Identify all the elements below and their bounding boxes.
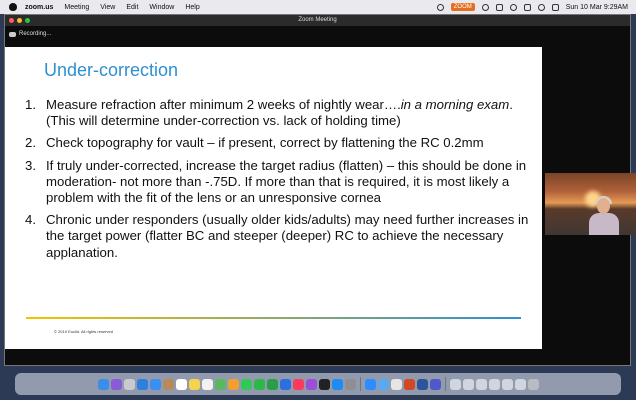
item-text: Chronic under responders (usually older kids/adults) may need further increases in the target power (flatter BC and steeper (deeper) RC to achieve the necessary applanation. [46, 212, 529, 260]
wifi-icon[interactable] [510, 4, 517, 11]
powerpoint-icon[interactable] [404, 379, 415, 390]
list-item [25, 212, 530, 261]
item-number: 2. [25, 135, 36, 151]
status-area [437, 0, 628, 14]
participant-head [597, 198, 610, 214]
apple-icon[interactable] [9, 3, 17, 11]
dock-separator [445, 377, 446, 391]
maps-icon[interactable] [215, 379, 226, 390]
participant-body [589, 213, 619, 235]
word-icon[interactable] [417, 379, 428, 390]
item-text-continued: . (This will determine under-correction vs. lack of holding time) [46, 97, 513, 129]
datetime[interactable]: Sun 10 Mar 9:29AM [565, 3, 628, 11]
photos-icon[interactable] [228, 379, 239, 390]
zoom-meeting-window [4, 14, 631, 366]
zoom-icon[interactable] [365, 379, 376, 390]
menu-meeting[interactable]: Meeting [64, 3, 90, 11]
zoom-status-badge[interactable]: ZOOM [451, 3, 475, 11]
notes-icon[interactable] [189, 379, 200, 390]
app-store-icon[interactable] [332, 379, 343, 390]
slide-divider [26, 317, 521, 319]
window-thumbnail-icon[interactable] [502, 379, 513, 390]
siri-icon[interactable] [111, 379, 122, 390]
numbers-icon[interactable] [267, 379, 278, 390]
chrome-icon[interactable] [391, 379, 402, 390]
play-icon[interactable] [482, 4, 489, 11]
slide-copyright: © 2019 Euclid. All rights reserved [54, 329, 113, 334]
clock-icon[interactable] [496, 4, 503, 11]
item-italic-text: in a morning exam [400, 97, 510, 112]
item-text: Measure refraction after minimum 2 weeks of nightly wear…. [46, 97, 401, 112]
tv-icon[interactable] [319, 379, 330, 390]
keynote-icon[interactable] [280, 379, 291, 390]
dock [15, 373, 621, 395]
window-thumbnail-icon[interactable] [476, 379, 487, 390]
list-item [25, 135, 530, 151]
launchpad-icon[interactable] [124, 379, 135, 390]
safari-icon[interactable] [137, 379, 148, 390]
slide-list [25, 97, 530, 267]
slide-title: Under-correction [44, 60, 179, 80]
menu-edit[interactable]: Edit [126, 3, 139, 11]
messages-icon[interactable] [241, 379, 252, 390]
recording-label: Recording... [19, 31, 52, 37]
item-text: If truly under-corrected, increase the target radius (flatten) – this should be done in moderation- not more than -.75D. If more than that is required, it is most likely a problem with the fit of the lens or an unresponsive cornea [46, 157, 527, 206]
music-icon[interactable] [293, 379, 304, 390]
menu-bar [0, 0, 636, 14]
calendar-icon[interactable] [176, 379, 187, 390]
menu-window[interactable]: Window [149, 3, 175, 11]
participant-video-tile[interactable] [545, 173, 636, 235]
item-number: 4. [25, 212, 36, 228]
cloud-recording-icon [9, 32, 16, 37]
preview-icon[interactable] [378, 379, 389, 390]
window-thumbnail-icon[interactable] [489, 379, 500, 390]
trash-icon[interactable] [528, 379, 539, 390]
window-thumbnail-icon[interactable] [515, 379, 526, 390]
battery-icon[interactable] [524, 4, 531, 11]
item-text: Check topography for vault – if present, correct by flattening the RC 0.2mm [46, 135, 484, 151]
reminders-icon[interactable] [202, 379, 213, 390]
item-number: 3. [25, 157, 36, 173]
window-thumbnail-icon[interactable] [463, 379, 474, 390]
menu-app-name[interactable]: zoom.us [25, 3, 54, 11]
recording-indicator[interactable] [9, 31, 51, 37]
menu-help[interactable]: Help [185, 3, 200, 11]
menu-view[interactable]: View [100, 3, 116, 11]
dock-separator [360, 377, 361, 391]
window-thumbnail-icon[interactable] [450, 379, 461, 390]
shared-screen-slide [5, 47, 542, 349]
contacts-icon[interactable] [163, 379, 174, 390]
finder-icon[interactable] [98, 379, 109, 390]
screen-share-icon[interactable] [437, 4, 444, 11]
teams-icon[interactable] [430, 379, 441, 390]
list-item [25, 97, 530, 129]
title-bar [5, 15, 630, 26]
item-number: 1. [25, 97, 36, 112]
list-item [25, 158, 530, 207]
spotlight-search-icon[interactable] [538, 4, 545, 11]
facetime-icon[interactable] [254, 379, 265, 390]
podcasts-icon[interactable] [306, 379, 317, 390]
mail-icon[interactable] [150, 379, 161, 390]
window-title: Zoom Meeting [298, 17, 337, 23]
control-center-icon[interactable] [552, 4, 559, 11]
system-preferences-icon[interactable] [345, 379, 356, 390]
